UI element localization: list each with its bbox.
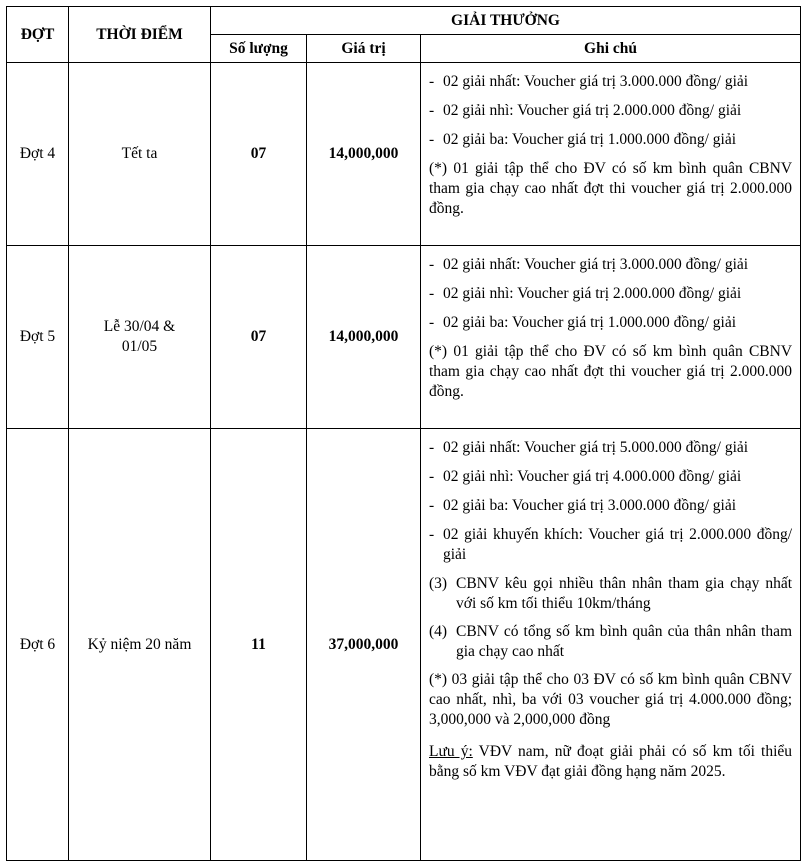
list-item: - 02 giải ba: Voucher giá trị 1.000.000 đồng/ giải: [429, 131, 737, 148]
cell-dot: Đợt 4: [7, 63, 69, 246]
numbered-item: (3) CBNV kêu gọi nhiều thân nhân tham gia chạy nhất với số km tối thiểu 10km/tháng: [429, 575, 793, 612]
list-item: - 02 giải khuyến khích: Voucher giá trị 2.000.000 đồng/ giải: [429, 526, 793, 563]
numbered-item: (4) CBNV có tổng số km bình quân của thân nhân tham gia chạy cao nhất: [429, 623, 793, 660]
list-item: - 02 giải nhất: Voucher giá trị 5.000.000 đồng/ giải: [429, 439, 749, 456]
cell-ghi-chu: [421, 63, 801, 246]
cell-ghi-chu: [421, 246, 801, 429]
group-prize-note: (*) 01 giải tập thể cho ĐV có số km bình quân CBNV tham gia chạy cao nhất đợt thi voucher giá trị 2.000.000 đồng.: [429, 343, 793, 400]
list-item: - 02 giải nhì: Voucher giá trị 4.000.000 đồng/ giải: [429, 468, 742, 485]
header-dot: ĐỢT: [7, 7, 69, 63]
header-gia-tri: Giá trị: [307, 35, 421, 63]
cell-gia-tri: 14,000,000: [307, 63, 421, 246]
cell-gia-tri: 14,000,000: [307, 246, 421, 429]
header-so-luong: Số lượng: [211, 35, 307, 63]
cell-ghi-chu: [421, 429, 801, 861]
table-row: [7, 429, 801, 861]
cell-thoi-diem: Tết ta: [69, 63, 211, 246]
cell-dot: Đợt 6: [7, 429, 69, 861]
group-prize-note: (*) 03 giải tập thể cho 03 ĐV có số km bình quân CBNV cao nhất, nhì, ba với 03 voucher giá trị 4.000.000 đồng; 3,000,000 và 2,000,000 đồng: [429, 671, 793, 728]
cell-gia-tri: 37,000,000: [307, 429, 421, 861]
cell-thoi-diem: Lễ 30/04 & 01/05: [69, 246, 211, 429]
header-ghi-chu: Ghi chú: [421, 35, 801, 63]
note-text: VĐV nam, nữ đoạt giải phải có số km tối thiểu bằng số km VĐV đạt giải đồng hạng năm 2025.: [429, 743, 793, 780]
cell-so-luong: 07: [211, 63, 307, 246]
cell-so-luong: 11: [211, 429, 307, 861]
list-item: - 02 giải nhì: Voucher giá trị 2.000.000 đồng/ giải: [429, 102, 742, 119]
cell-thoi-diem: Kỷ niệm 20 năm: [69, 429, 211, 861]
table-row: [7, 246, 801, 429]
note-paragraph: [429, 742, 792, 782]
cell-so-luong: 07: [211, 246, 307, 429]
table-row: [7, 63, 801, 246]
header-giai-thuong: GIẢI THƯỞNG: [211, 7, 801, 35]
list-item: - 02 giải nhì: Voucher giá trị 2.000.000 đồng/ giải: [429, 285, 742, 302]
prize-table: [6, 6, 801, 861]
list-item: - 02 giải nhất: Voucher giá trị 3.000.000 đồng/ giải: [429, 73, 749, 90]
note-label: Lưu ý:: [429, 743, 473, 760]
cell-dot: Đợt 5: [7, 246, 69, 429]
list-item: - 02 giải nhất: Voucher giá trị 3.000.000 đồng/ giải: [429, 256, 749, 273]
header-thoi-diem: THỜI ĐIỂM: [69, 7, 211, 63]
list-item: - 02 giải ba: Voucher giá trị 1.000.000 đồng/ giải: [429, 314, 737, 331]
group-prize-note: (*) 01 giải tập thể cho ĐV có số km bình quân CBNV tham gia chạy cao nhất đợt thi voucher giá trị 2.000.000 đồng.: [429, 160, 793, 217]
list-item: - 02 giải ba: Voucher giá trị 3.000.000 đồng/ giải: [429, 497, 737, 514]
